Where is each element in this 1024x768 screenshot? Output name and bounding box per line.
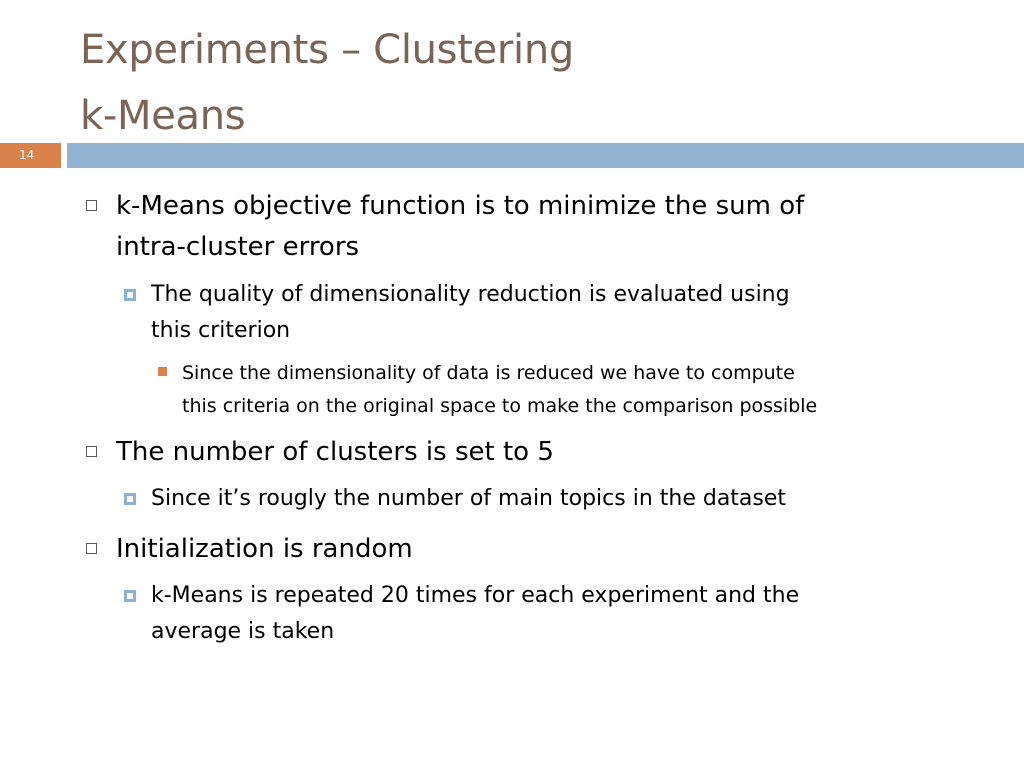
bullet-text-line: The number of clusters is set to 5: [116, 437, 554, 467]
bullet-text-line: k-Means objective function is to minimize the sum of: [116, 191, 805, 221]
slide-number: 14: [0, 143, 61, 168]
blue-framed-square-bullet-icon: [124, 493, 136, 505]
bullet-initialization: [116, 529, 413, 570]
bullet-text-line: this criteria on the original space to make the comparison possible: [182, 395, 818, 417]
bullet-text-line: Since the dimensionality of data is reduced we have to compute: [182, 362, 795, 384]
sub-sub-bullet-original-space: [182, 357, 817, 423]
sub-bullet-quality-evaluation: [151, 277, 790, 349]
bullet-text-line: Since it’s rougly the number of main topics in the dataset: [151, 486, 787, 511]
bullet-text-line: k-Means is repeated 20 times for each experiment and the: [151, 583, 800, 608]
bullet-number-of-clusters: [116, 432, 554, 473]
sub-bullet-main-topics: [151, 481, 786, 517]
bullet-text-line: this criterion: [151, 318, 291, 343]
bullet-text-line: average is taken: [151, 619, 335, 644]
orange-square-bullet-icon: [158, 367, 167, 376]
bullet-text-line: Initialization is random: [116, 534, 413, 564]
sub-bullet-repetitions: [151, 578, 799, 650]
hollow-square-bullet-icon: [86, 543, 97, 554]
header-divider-bar: [67, 143, 1024, 168]
hollow-square-bullet-icon: [86, 200, 97, 211]
blue-framed-square-bullet-icon: [124, 289, 136, 301]
blue-framed-square-bullet-icon: [124, 590, 136, 602]
bullet-objective-function: [116, 186, 804, 268]
slide-title-line-2: k-Means: [80, 93, 246, 139]
bullet-text-line: The quality of dimensionality reduction is evaluated using: [151, 282, 790, 307]
hollow-square-bullet-icon: [86, 446, 97, 457]
slide-title-line-1: Experiments – Clustering: [80, 27, 575, 73]
bullet-text-line: intra-cluster errors: [116, 232, 360, 262]
